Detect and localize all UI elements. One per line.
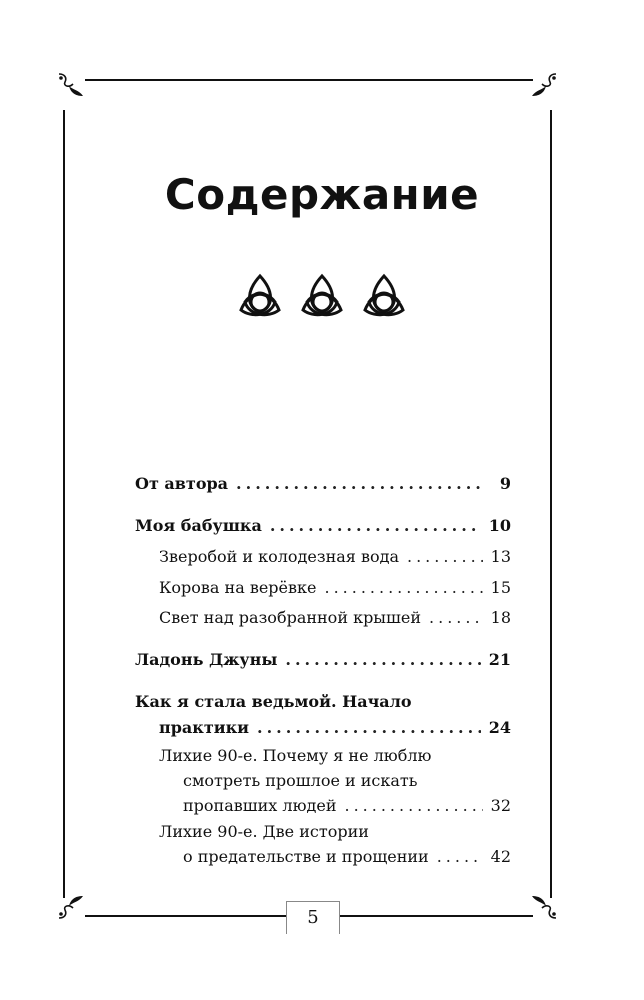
toc-entry-title-line: смотреть прошлое и искать	[183, 771, 418, 790]
toc-entry[interactable]	[135, 578, 511, 597]
toc-entry-title: От автора	[135, 474, 229, 493]
toc-entry[interactable]	[135, 822, 511, 866]
toc-entry[interactable]	[135, 608, 511, 627]
toc-entry-title: Зверобой и колодезная вода	[159, 547, 399, 566]
leader-dots	[407, 547, 483, 566]
toc-entry-page: 42	[490, 847, 511, 866]
toc-entry[interactable]	[135, 746, 511, 815]
toc-entry[interactable]	[135, 474, 511, 493]
corner-leaf-icon	[55, 70, 85, 100]
toc-entry[interactable]	[135, 692, 511, 737]
leader-dots	[270, 516, 481, 535]
toc-entry-title-line: Лихие 90-е. Почему я не люблю	[159, 746, 432, 765]
toc-entry-page: 9	[499, 474, 511, 493]
toc-entry-title-line: Лихие 90-е. Две истории	[159, 822, 369, 841]
leader-dots	[344, 796, 482, 815]
title-ornament	[0, 272, 644, 322]
toc-entry-title: Корова на верёвке	[159, 578, 317, 597]
toc-entry-page: 13	[490, 547, 511, 566]
toc-entry-page: 18	[490, 608, 511, 627]
page-title: Содержание	[164, 170, 480, 219]
toc-entry[interactable]	[135, 516, 511, 535]
toc-entry-page: 21	[488, 650, 511, 669]
triquetra-icon	[297, 272, 347, 322]
triquetra-icon	[235, 272, 285, 322]
leader-dots	[429, 608, 483, 627]
toc-entry-title: Моя бабушка	[135, 516, 262, 535]
toc-entry-title-line: пропавших людей	[183, 796, 337, 815]
frame-bottom-line-right	[338, 915, 533, 917]
frame-left-line	[63, 110, 65, 898]
toc-entry-page: 24	[488, 718, 511, 737]
toc-entry-page: 15	[490, 578, 511, 597]
leader-dots	[257, 718, 481, 737]
toc-entry-title-line: практики	[159, 718, 250, 737]
leader-dots	[236, 474, 483, 493]
leader-dots	[324, 578, 482, 597]
toc-entry-title: Свет над разобранной крышей	[159, 608, 422, 627]
page-number: 5	[286, 901, 340, 934]
frame-top-line	[85, 79, 533, 81]
leader-dots	[437, 847, 483, 866]
corner-leaf-icon	[530, 70, 560, 100]
toc-entry-title-line: Как я стала ведьмой. Начало	[135, 692, 412, 711]
toc-entry-page: 32	[490, 796, 511, 815]
frame-right-line	[550, 110, 552, 898]
toc-entry[interactable]	[135, 650, 511, 669]
toc-entry-title-line: о предательстве и прощении	[183, 847, 429, 866]
leader-dots	[285, 650, 480, 669]
triquetra-icon	[359, 272, 409, 322]
toc-entry-page: 10	[488, 516, 511, 535]
corner-leaf-icon	[530, 892, 560, 922]
toc-entry-title: Ладонь Джуны	[135, 650, 278, 669]
corner-leaf-icon	[55, 892, 85, 922]
frame-bottom-line-left	[85, 915, 286, 917]
toc-entry[interactable]	[135, 547, 511, 566]
